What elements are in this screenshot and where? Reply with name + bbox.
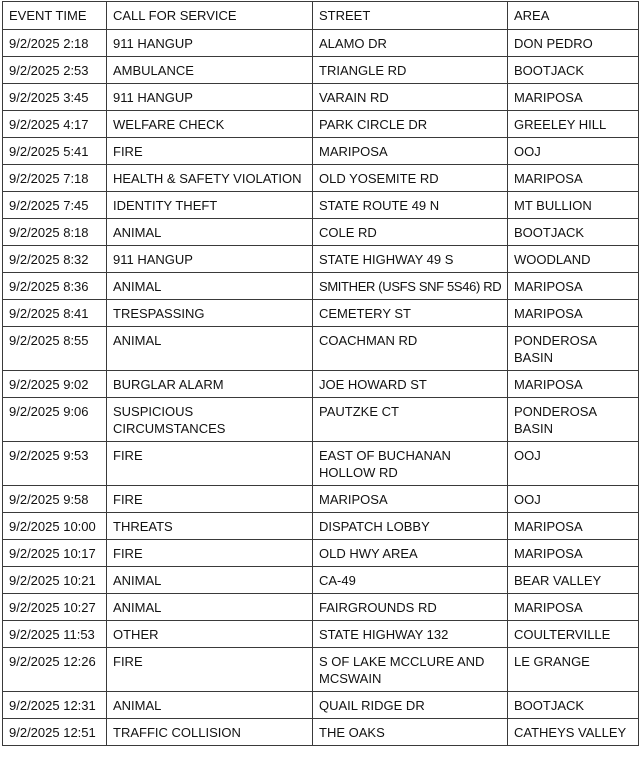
event-time-cell: 9/2/2025 7:18	[3, 165, 107, 192]
table-row	[3, 300, 639, 327]
call-for-service-cell: TRESPASSING	[107, 300, 313, 327]
table-row	[3, 719, 639, 746]
event-time-cell: 9/2/2025 7:45	[3, 192, 107, 219]
header-street: STREET	[313, 2, 508, 30]
area-cell: GREELEY HILL	[508, 111, 639, 138]
header-row	[3, 2, 639, 30]
event-time-cell: 9/2/2025 8:18	[3, 219, 107, 246]
street-cell: THE OAKS	[313, 719, 508, 746]
event-time-cell: 9/2/2025 10:27	[3, 594, 107, 621]
table-row	[3, 621, 639, 648]
area-cell: MARIPOSA	[508, 540, 639, 567]
call-for-service-cell: ANIMAL	[107, 594, 313, 621]
street-cell: OLD HWY AREA	[313, 540, 508, 567]
call-for-service-cell: IDENTITY THEFT	[107, 192, 313, 219]
street-cell: MARIPOSA	[313, 138, 508, 165]
area-cell: PONDEROSA BASIN	[508, 327, 639, 371]
event-time-cell: 9/2/2025 8:55	[3, 327, 107, 371]
header-event-time: EVENT TIME	[3, 2, 107, 30]
table-row	[3, 486, 639, 513]
call-for-service-cell: 911 HANGUP	[107, 246, 313, 273]
street-cell: QUAIL RIDGE DR	[313, 692, 508, 719]
area-cell: BOOTJACK	[508, 57, 639, 84]
table-row	[3, 84, 639, 111]
street-cell: TRIANGLE RD	[313, 57, 508, 84]
event-time-cell: 9/2/2025 10:21	[3, 567, 107, 594]
area-cell: PONDEROSA BASIN	[508, 398, 639, 442]
table-row	[3, 327, 639, 371]
street-cell: STATE HIGHWAY 49 S	[313, 246, 508, 273]
event-time-cell: 9/2/2025 5:41	[3, 138, 107, 165]
area-cell: BEAR VALLEY	[508, 567, 639, 594]
call-for-service-cell: FIRE	[107, 442, 313, 486]
area-cell: BOOTJACK	[508, 692, 639, 719]
table-row	[3, 567, 639, 594]
event-time-cell: 9/2/2025 9:02	[3, 371, 107, 398]
area-cell: OOJ	[508, 486, 639, 513]
table-row	[3, 594, 639, 621]
table-row	[3, 30, 639, 57]
street-cell: PARK CIRCLE DR	[313, 111, 508, 138]
call-for-service-cell: TRAFFIC COLLISION	[107, 719, 313, 746]
table-row	[3, 442, 639, 486]
street-cell: DISPATCH LOBBY	[313, 513, 508, 540]
street-cell: PAUTZKE CT	[313, 398, 508, 442]
call-for-service-cell: 911 HANGUP	[107, 30, 313, 57]
call-for-service-cell: WELFARE CHECK	[107, 111, 313, 138]
street-cell: S OF LAKE MCCLURE AND MCSWAIN	[313, 648, 508, 692]
street-cell: CEMETERY ST	[313, 300, 508, 327]
area-cell: CATHEYS VALLEY	[508, 719, 639, 746]
event-time-cell: 9/2/2025 12:31	[3, 692, 107, 719]
header-call-for-service: CALL FOR SERVICE	[107, 2, 313, 30]
street-cell: MARIPOSA	[313, 486, 508, 513]
area-cell: DON PEDRO	[508, 30, 639, 57]
area-cell: COULTERVILLE	[508, 621, 639, 648]
area-cell: MARIPOSA	[508, 594, 639, 621]
table-row	[3, 648, 639, 692]
table-row	[3, 398, 639, 442]
street-cell: SMITHER (USFS SNF 5S46) RD	[313, 273, 508, 300]
event-time-cell: 9/2/2025 10:17	[3, 540, 107, 567]
table-row	[3, 246, 639, 273]
area-cell: OOJ	[508, 442, 639, 486]
street-cell: CA-49	[313, 567, 508, 594]
call-for-service-cell: THREATS	[107, 513, 313, 540]
event-time-cell: 9/2/2025 3:45	[3, 84, 107, 111]
table-row	[3, 692, 639, 719]
call-for-service-cell: ANIMAL	[107, 567, 313, 594]
table-row	[3, 111, 639, 138]
table-body	[3, 30, 639, 746]
area-cell: MARIPOSA	[508, 84, 639, 111]
event-time-cell: 9/2/2025 9:53	[3, 442, 107, 486]
area-cell: MARIPOSA	[508, 165, 639, 192]
event-time-cell: 9/2/2025 4:17	[3, 111, 107, 138]
street-cell: EAST OF BUCHANAN HOLLOW RD	[313, 442, 508, 486]
area-cell: MT BULLION	[508, 192, 639, 219]
call-for-service-cell: ANIMAL	[107, 219, 313, 246]
call-for-service-cell: FIRE	[107, 486, 313, 513]
event-time-cell: 9/2/2025 10:00	[3, 513, 107, 540]
area-cell: BOOTJACK	[508, 219, 639, 246]
street-cell: ALAMO DR	[313, 30, 508, 57]
street-cell: VARAIN RD	[313, 84, 508, 111]
street-cell: COLE RD	[313, 219, 508, 246]
event-time-cell: 9/2/2025 12:51	[3, 719, 107, 746]
event-time-cell: 9/2/2025 9:06	[3, 398, 107, 442]
table-row	[3, 273, 639, 300]
area-cell: LE GRANGE	[508, 648, 639, 692]
call-for-service-cell: FIRE	[107, 138, 313, 165]
event-time-cell: 9/2/2025 9:58	[3, 486, 107, 513]
street-cell: COACHMAN RD	[313, 327, 508, 371]
event-time-cell: 9/2/2025 8:41	[3, 300, 107, 327]
call-log-table	[2, 1, 639, 746]
event-time-cell: 9/2/2025 8:32	[3, 246, 107, 273]
table-row	[3, 219, 639, 246]
street-cell: STATE ROUTE 49 N	[313, 192, 508, 219]
table-row	[3, 57, 639, 84]
call-for-service-cell: 911 HANGUP	[107, 84, 313, 111]
area-cell: WOODLAND	[508, 246, 639, 273]
call-for-service-cell: ANIMAL	[107, 692, 313, 719]
call-for-service-cell: AMBULANCE	[107, 57, 313, 84]
event-time-cell: 9/2/2025 8:36	[3, 273, 107, 300]
event-time-cell: 9/2/2025 2:53	[3, 57, 107, 84]
event-time-cell: 9/2/2025 2:18	[3, 30, 107, 57]
call-for-service-cell: FIRE	[107, 648, 313, 692]
area-cell: MARIPOSA	[508, 513, 639, 540]
table-row	[3, 371, 639, 398]
street-cell: OLD YOSEMITE RD	[313, 165, 508, 192]
table-row	[3, 513, 639, 540]
table-row	[3, 192, 639, 219]
table-row	[3, 540, 639, 567]
call-for-service-cell: HEALTH & SAFETY VIOLATION	[107, 165, 313, 192]
call-for-service-cell: FIRE	[107, 540, 313, 567]
street-cell: FAIRGROUNDS RD	[313, 594, 508, 621]
table-row	[3, 138, 639, 165]
call-for-service-cell: OTHER	[107, 621, 313, 648]
call-for-service-cell: ANIMAL	[107, 327, 313, 371]
header-area: AREA	[508, 2, 639, 30]
area-cell: OOJ	[508, 138, 639, 165]
call-for-service-cell: BURGLAR ALARM	[107, 371, 313, 398]
street-cell: STATE HIGHWAY 132	[313, 621, 508, 648]
call-for-service-cell: ANIMAL	[107, 273, 313, 300]
event-time-cell: 9/2/2025 11:53	[3, 621, 107, 648]
event-time-cell: 9/2/2025 12:26	[3, 648, 107, 692]
call-for-service-cell: SUSPICIOUS CIRCUMSTANCES	[107, 398, 313, 442]
table-row	[3, 165, 639, 192]
table-header	[3, 2, 639, 30]
area-cell: MARIPOSA	[508, 273, 639, 300]
area-cell: MARIPOSA	[508, 300, 639, 327]
area-cell: MARIPOSA	[508, 371, 639, 398]
street-cell: JOE HOWARD ST	[313, 371, 508, 398]
